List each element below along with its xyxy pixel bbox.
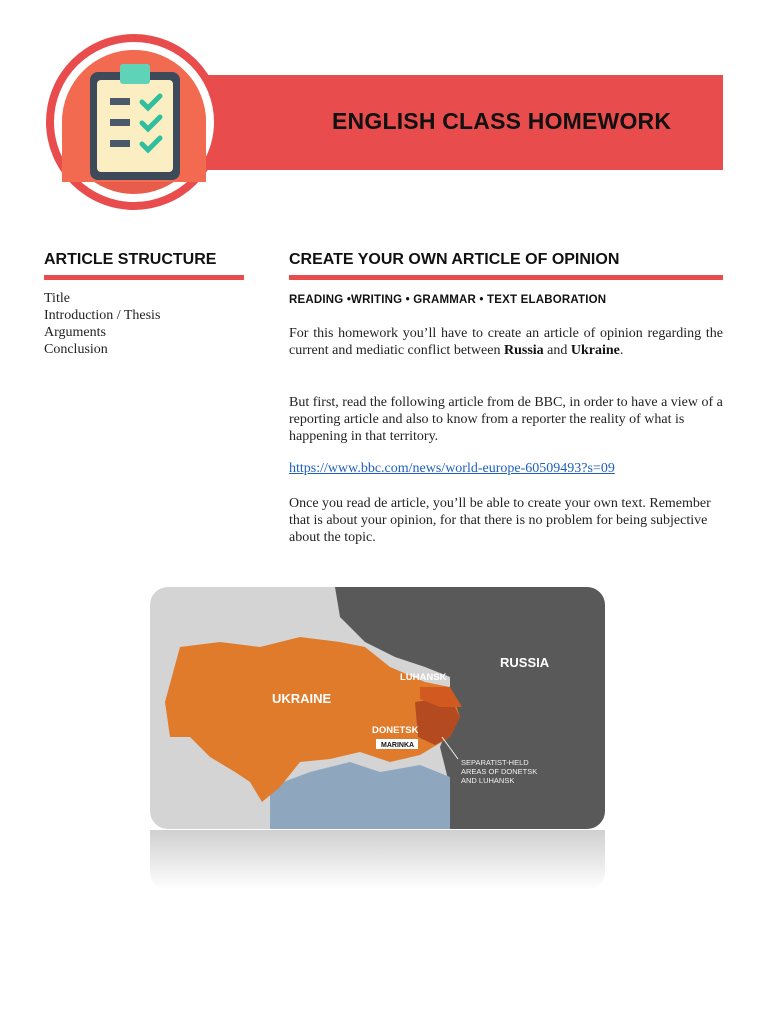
separatist-label-2: AREAS OF DONETSK	[461, 767, 538, 776]
luhansk-label: LUHANSK	[400, 672, 447, 683]
separatist-label-1: SEPARATIST-HELD	[461, 758, 529, 767]
right-divider	[289, 275, 723, 280]
bbc-article-link[interactable]: https://www.bbc.com/news/world-europe-60509493?s=09	[289, 461, 615, 476]
checklist-icon	[44, 32, 224, 212]
ukraine-bold: Ukraine	[570, 343, 620, 358]
ukraine-label: UKRAINE	[272, 691, 332, 706]
page-title: ENGLISH CLASS HOMEWORK	[332, 108, 672, 134]
article-structure-heading: ARTICLE STRUCTURE	[44, 251, 217, 268]
russia-bold: Russia	[503, 343, 544, 358]
separatist-label-3: AND LUHANSK	[461, 776, 515, 785]
list-item: Arguments	[44, 325, 106, 340]
skills-line: READING •WRITING • GRAMMAR • TEXT ELABORATION	[289, 294, 607, 306]
structure-list	[44, 290, 160, 358]
assignment-heading: CREATE YOUR OWN ARTICLE OF OPINION	[289, 251, 620, 268]
list-item: Title	[44, 291, 70, 306]
left-divider	[44, 275, 244, 280]
instructions-paragraph: But first, read the following article from de BBC, in order to have a view of a reporting article and also to know from a reporter the reality of what is happening in that territory.	[289, 395, 723, 444]
russia-label: RUSSIA	[500, 655, 550, 670]
closing-paragraph: Once you read de article, you’ll be able to create your own text. Remember that is about your opinion, for that there is no problem for being subjective about the topic.	[289, 496, 711, 545]
list-item: Conclusion	[44, 342, 108, 357]
donetsk-label: DONETSK	[372, 725, 419, 736]
map-reflection	[150, 830, 605, 890]
marinka-label: MARINKA	[381, 742, 415, 749]
list-item: Introduction / Thesis	[44, 308, 161, 323]
ukraine-map	[150, 587, 605, 829]
intro-paragraph: For this homework you’ll have to create an article of opinion regarding the current and mediatic conflict between Russia and Ukraine.	[289, 326, 723, 358]
